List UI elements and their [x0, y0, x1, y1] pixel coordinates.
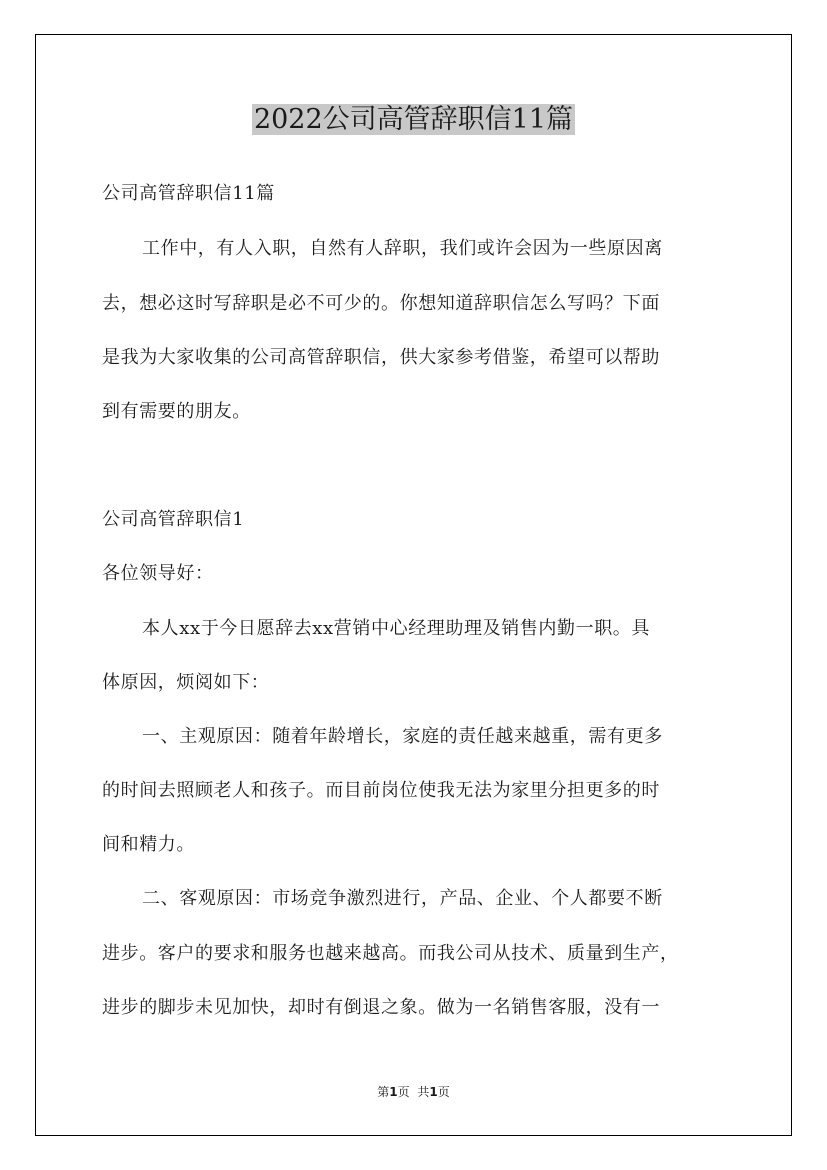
footer-total-suffix: 页 [437, 1085, 450, 1099]
salutation: 各位领导好： [102, 563, 214, 584]
intro-line-4: 到有需要的朋友。 [102, 401, 251, 422]
body-line-8: 进步的脚步未见加快，却时有倒退之象。做为一名销售客服，没有一 [102, 997, 660, 1018]
footer-page-suffix: 页 [397, 1085, 410, 1099]
document-subtitle: 公司高管辞职信11篇 [102, 183, 275, 204]
document-title [0, 100, 827, 142]
section-heading: 公司高管辞职信1 [102, 509, 245, 530]
document-title-text: 2022公司高管辞职信11篇 [253, 104, 574, 135]
footer-page-number: 1 [389, 1085, 398, 1099]
body-line-1: 本人xx于今日愿辞去xx营销中心经理助理及销售内勤一职。具 [142, 618, 651, 639]
footer-page-prefix: 第 [377, 1085, 390, 1099]
intro-line-1: 工作中，有人入职，自然有人辞职，我们或许会因为一些原因离 [142, 238, 663, 259]
body-line-6: 二、客观原因：市场竞争激烈进行，产品、企业、个人都要不断 [142, 888, 663, 909]
footer-total-pages: 1 [429, 1085, 438, 1099]
body-line-2: 体原因，烦阅如下： [102, 672, 270, 693]
body-line-3: 一、主观原因：随着年龄增长，家庭的责任越来越重，需有更多 [142, 726, 663, 747]
intro-line-2: 去，想必这时写辞职是必不可少的。你想知道辞职信怎么写吗？下面 [102, 293, 660, 314]
intro-line-3: 是我为大家收集的公司高管辞职信，供大家参考借鉴，希望可以帮助 [102, 347, 660, 368]
body-line-5: 间和精力。 [102, 834, 195, 855]
body-line-4: 的时间去照顾老人和孩子。而目前岗位使我无法为家里分担更多的时 [102, 780, 660, 801]
body-line-7: 进步。客户的要求和服务也越来越高。而我公司从技术、质量到生产， [102, 943, 679, 964]
footer-total-prefix: 共 [417, 1085, 430, 1099]
page-footer [0, 1084, 827, 1100]
